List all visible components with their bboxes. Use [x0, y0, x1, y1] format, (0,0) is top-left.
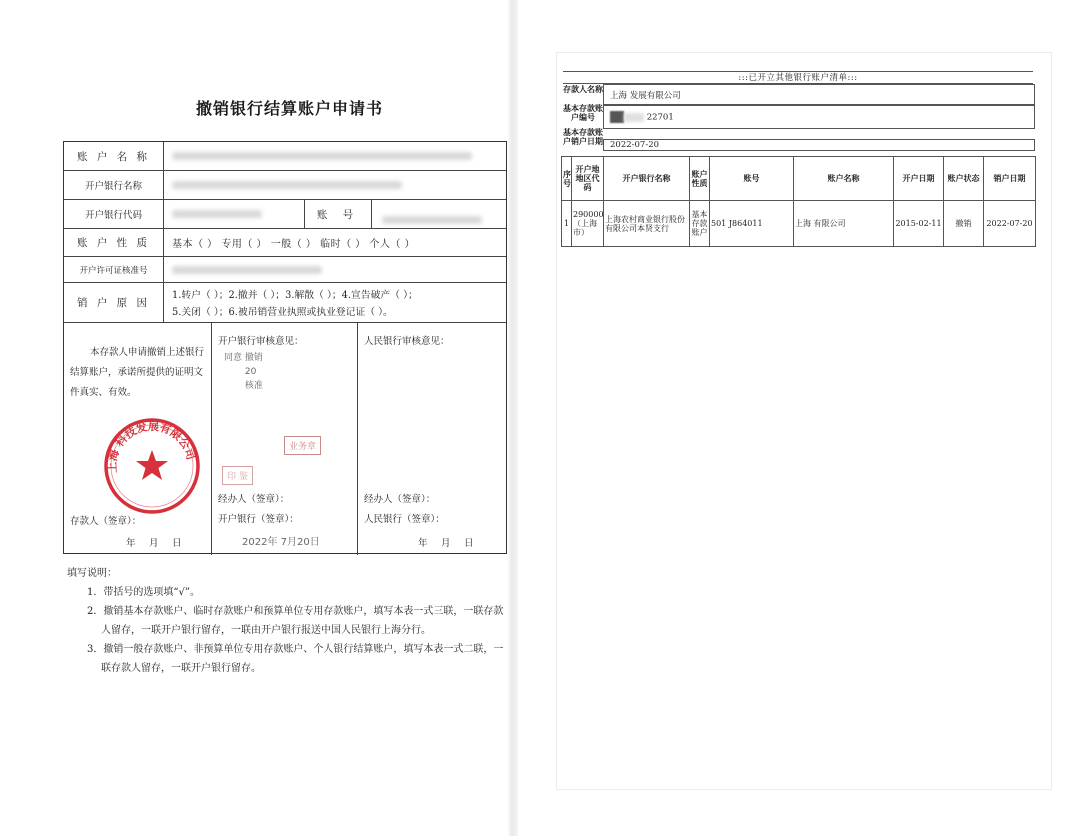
- pboc-sign: 人民银行（签章）：: [364, 514, 445, 525]
- label-reason: 销 户 原 因: [64, 283, 164, 322]
- application-form-page: [0, 0, 510, 836]
- value-reason: [164, 283, 506, 322]
- pboc-opinion-label: 人民银行审核意见：: [364, 336, 450, 347]
- note-2: 2．撤销基本存款账户、临时存款账户和预算单位专用存款账户，填写本表一式三联，一联存款人留存，一联开户银行留存，一联由开户银行报送中国人民银行上海分行。: [87, 606, 504, 636]
- bank-opinion-label: 开户银行审核意见：: [218, 336, 304, 347]
- row-bank-code: [64, 200, 506, 229]
- depositor-sign: 存款人（签章）：: [70, 516, 142, 527]
- col-header: 开户地地区代码: [572, 157, 604, 201]
- col-header: 开户银行名称: [604, 157, 690, 201]
- pboc-date: 年 月 日: [418, 538, 476, 549]
- redaction-mark: [624, 113, 644, 122]
- bank-business-stamp: 业务章: [284, 436, 321, 455]
- table-cell: 290000（上海市）: [572, 201, 604, 247]
- notes-title: 填写说明：: [67, 568, 117, 579]
- value-account-nature: 基本（ ） 专用（ ） 一般（ ） 临时（ ） 个人（ ）: [172, 239, 416, 250]
- depositor-column: [64, 323, 212, 555]
- col-header: 账户状态: [944, 157, 984, 201]
- value-basic-acct-no: [610, 111, 674, 123]
- company-seal: [102, 416, 202, 516]
- bank-seal-mark: 印 鉴: [222, 466, 253, 485]
- col-header: 账号: [710, 157, 794, 201]
- reason-line-2: 5.关闭（ ）；6.被吊销营业执照或执业登记证（ ）。: [172, 306, 393, 318]
- table-cell: 1: [562, 201, 572, 247]
- label-license-no: 开户许可证核准号: [64, 257, 164, 282]
- bank-date: 2022年 7月20日: [242, 537, 320, 548]
- page-fold: [508, 0, 518, 836]
- col-header: 账户名称: [794, 157, 894, 201]
- label-account-no: 账 号: [304, 200, 372, 228]
- value-license-no: [164, 257, 506, 282]
- col-header: 开户日期: [894, 157, 944, 201]
- pboc-column: [358, 323, 508, 555]
- redaction-mark: [610, 111, 624, 123]
- value-bank-name: [164, 171, 506, 199]
- table-cell: 2022-07-20: [984, 201, 1036, 247]
- label-account-nature: 账 户 性 质: [64, 229, 164, 256]
- table-cell: 上海农村商业银行股份有限公司本贤支行: [604, 201, 690, 247]
- seal-text: 上海 科技发展有限公司: [105, 419, 198, 474]
- value-basic-close-date: 2022-07-20: [610, 140, 660, 150]
- table-cell: 基本存款账户: [690, 201, 710, 247]
- pboc-agent-sign: 经办人（签章）：: [364, 494, 436, 505]
- label-bank-name: 开户银行名称: [64, 171, 164, 199]
- note-3: 3．撤销一般存款账户、非预算单位专用存款账户、个人银行结算账户，填写本表一式二联，一联存款人留存，一联开户银行留存。: [87, 644, 504, 674]
- account-table: [561, 156, 1036, 247]
- row-account-nature: [64, 229, 506, 257]
- label-depositor-name: 存款人名称: [563, 84, 603, 94]
- label-basic-acct-no: 基本存款账户编号: [563, 103, 603, 122]
- form-title: 撤销银行结算账户申请书: [196, 99, 384, 118]
- handwritten-note: 同意 撤销 20 核准: [224, 353, 263, 391]
- application-form-table: [63, 141, 507, 554]
- table-row: [562, 201, 1036, 247]
- table-cell: 2015-02-11: [894, 201, 944, 247]
- row-bank-name: [64, 171, 506, 200]
- bank-agent-sign: 经办人（签章）：: [218, 494, 290, 505]
- value-bank-code: [164, 200, 302, 228]
- value-account-no: [382, 209, 482, 228]
- bank-column: [212, 323, 358, 555]
- table-cell: 撤销: [944, 201, 984, 247]
- col-header: 账户性质: [690, 157, 710, 201]
- signature-section: [64, 323, 506, 555]
- reason-line-1: 1.转户（ ）；2.撤并（ ）；3.解散（ ）；4.宣告破产（ ）；: [172, 289, 418, 301]
- list-title: :::已开立其他银行账户清单:::: [563, 71, 1033, 84]
- row-account-name: [64, 142, 506, 171]
- table-cell: 上海 有限公司: [794, 201, 894, 247]
- label-basic-close-date: 基本存款账户销户日期: [563, 127, 603, 146]
- value-account-name: [164, 142, 506, 170]
- note-1: 1．带括号的选项填“√”。: [87, 587, 200, 598]
- value-depositor-name: 上海 发展有限公司: [610, 91, 681, 101]
- label-bank-code: 开户银行代码: [64, 200, 164, 228]
- basic-acct-no-text: 22701: [646, 112, 674, 123]
- filling-instructions: [67, 564, 507, 678]
- label-account-name: 账 户 名 称: [64, 142, 164, 170]
- table-cell: 501 J864011: [710, 201, 794, 247]
- depositor-statement: 本存款人申请撤销上述银行结算账户，承诺所提供的证明文件真实、有效。: [70, 347, 205, 398]
- col-header: 序号: [562, 157, 572, 201]
- row-reason: [64, 283, 506, 323]
- row-license-no: [64, 257, 506, 283]
- table-header-row: [562, 157, 1036, 201]
- col-header: 销户日期: [984, 157, 1036, 201]
- bank-sign: 开户银行（签章）：: [218, 514, 299, 525]
- box-basic-close-date: [603, 139, 1035, 151]
- depositor-date: 年 月 日: [126, 538, 184, 549]
